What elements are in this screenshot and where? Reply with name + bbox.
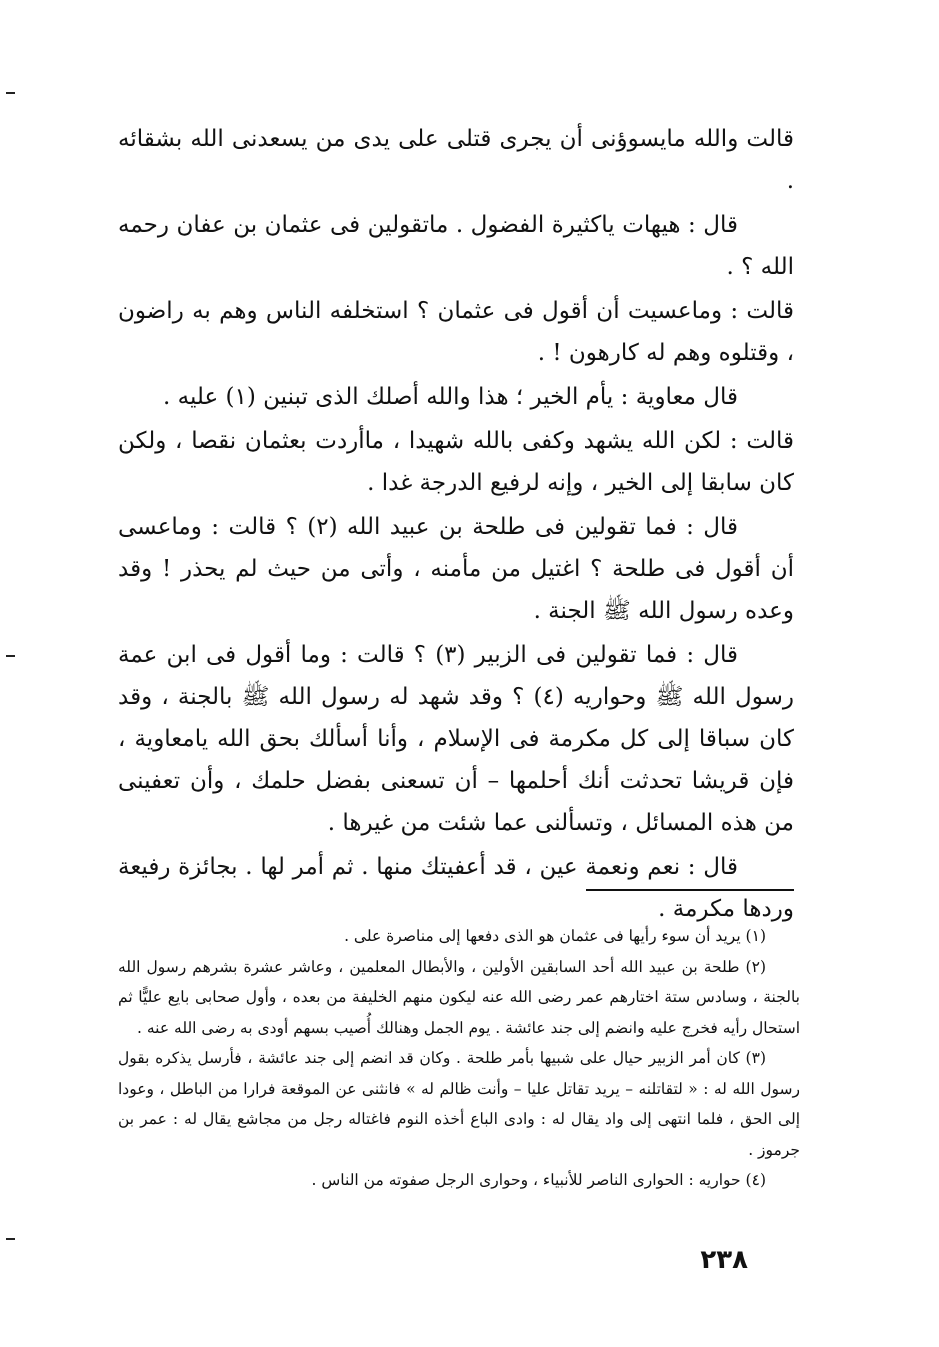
footnote-separator bbox=[586, 889, 794, 891]
text-paragraph: قالت : وماعسيت أن أقول فى عثمان ؟ استخلفه الناس وهم به راضون ، وقتلوه وهم له كارهون ! . bbox=[118, 298, 794, 366]
scan-edge-mark bbox=[6, 92, 15, 94]
page-number: ٢٣٨ bbox=[700, 1245, 748, 1275]
footnotes bbox=[118, 921, 800, 1196]
text-paragraph: قال : نعم ونعمة عين ، قد أعفيتك منها . ثم أمر لها . بجائزة رفيعة وردها مكرمة . bbox=[118, 854, 794, 922]
scan-edge-mark bbox=[6, 655, 15, 657]
footnote: (٤) حواريه : الحوارى الناصر للأنبياء ، وحوارى الرجل صفوته من الناس . bbox=[311, 1171, 766, 1189]
text-paragraph: قال : هيهات ياكثيرة الفضول . ماتقولين فى عثمان بن عفان رحمه الله ؟ . bbox=[118, 212, 794, 280]
text-paragraph: قال : فما تقولين فى طلحة بن عبيد الله (٢) ؟ قالت : وماعسى أن أقول فى طلحة ؟ اغتيل من مأمنه ، وأتى من حيث لم يحذر ! وقد وعده رسول الله ﷺ الجنة . bbox=[118, 514, 794, 624]
scan-edge-mark bbox=[6, 1238, 15, 1240]
footnote: (٣) كان أمر الزبير حيال على شبيها بأمر طلحة . وكان قد انضم إلى جند عائشة ، فأرسل يذكره بقول رسول الله له : « لتقاتلنه – يريد تقاتل عليا – وأنت ظالم له » فانثنى عن الموقعة فرارا من الباطل ، وعودا إلى الحق ، فلما انتهى إلى واد يقال له : وادى الباع أخذه النوم فاغتاله رجل من مجاشع يقال له : عمر بن جرموز . bbox=[118, 1049, 800, 1159]
text-paragraph: قال : فما تقولين فى الزبير (٣) ؟ قالت : وما أقول فى ابن عمة رسول الله ﷺ وحواريه (٤) ؟ وقد شهد له رسول الله ﷺ بالجنة ، وقد كان سباقا إلى كل مكرمة فى الإسلام ، وأنا أسألك بحق الله يامعاوية ، فإن قريشا تحدثت أنك أحلمها – أن تسعنى بفضل حلمك ، وأن تعفينى من هذه المسائل ، وتسألنى عما شئت من غيرها . bbox=[118, 642, 794, 836]
footnote: (٢) طلحة بن عبيد الله أحد السابقين الأولين ، والأبطال المعلمين ، وعاشر عشرة بشرهم رسول الله بالجنة ، وسادس ستة اختارهم عمر رضى الله عنه ليكون منهم الخليفة من بعده ، وأول صحابى بايع عليًّا ثم استحال رأيه فخرج عليه وانضم إلى جند عائشة . يوم الجمل وهنالك أُصيب بسهم أودى به رضى الله عنه . bbox=[118, 957, 800, 1037]
text-paragraph: قالت : لكن الله يشهد وكفى بالله شهيدا ، ماأردت بعثمان نقصا ، ولكن كان سابقا إلى الخير ، وإنه لرفيع الدرجة غدا . bbox=[118, 428, 794, 496]
footnote: (١) يريد أن سوء رأيها فى عثمان هو الذى دفعها إلى مناصرة على . bbox=[344, 927, 766, 945]
text-paragraph: قال معاوية : يأم الخير ؛ هذا والله أصلك الذى تبنين (١) عليه . bbox=[163, 384, 738, 410]
main-text bbox=[118, 118, 794, 932]
text-paragraph: قالت والله مايسوؤنى أن يجرى قتلى على يدى من يسعدنى الله بشقائه . bbox=[118, 126, 794, 194]
